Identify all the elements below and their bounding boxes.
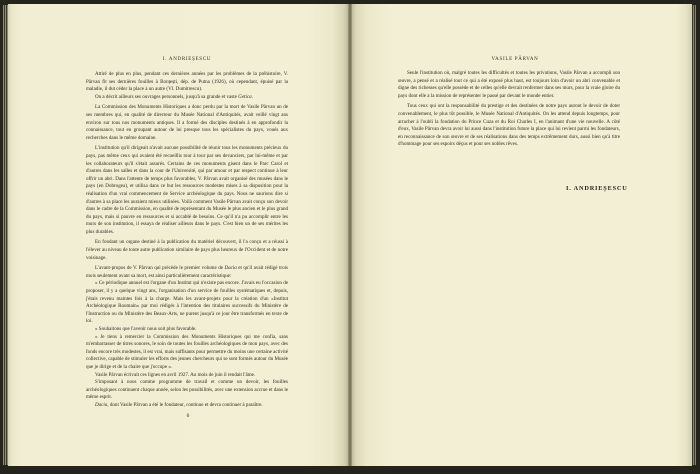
paragraph-text: L'avant-propos de V. Pârvan qui précède le premier volume de bbox=[95, 265, 225, 272]
paragraph-text: Attiré de plus en plus, pendant ces dernières années par les problèmes de la préhistoire, V. Pârvan fit ses dernières fouilles à Bonțești, dép. de Putna (1926), où cependant, épuisé par la maladie, il dut céder la place à un autre (Vl. Dumitrescu). bbox=[86, 71, 288, 93]
right-page-text bbox=[398, 70, 620, 149]
quote-paragraph bbox=[86, 334, 288, 372]
page-number: 6 bbox=[186, 413, 190, 419]
italic-title: Getica bbox=[238, 93, 252, 100]
paragraph-text: . bbox=[251, 93, 253, 100]
author-signature: I. ANDRIEȘESCU bbox=[566, 185, 628, 192]
paragraph-text: Vasile Pârvan écrivait ces lignes en avril 1927. Au mois de juin il rendait l'âme. bbox=[95, 371, 256, 378]
paragraph bbox=[86, 104, 288, 142]
paragraph bbox=[398, 103, 620, 149]
page-edges-right bbox=[692, 5, 696, 465]
paragraph-text: Seule l'institution où, malgré toutes les difficultés et toutes les privations, Vasile Pârvan a accompli son œuvre, a pensé et a réalisé tout ce qui a été exposé plus haut, est toujours loin d'avoir un abri convenable et digne des richesses qu'elle possède et de celles qu'elle devrait renfermer dans ses murs, pour la vraie gloire du pays dont elle a la mission de représenter le passé par devant le monde entier. bbox=[398, 70, 620, 99]
paragraph bbox=[86, 402, 288, 410]
running-head-left: I. ANDRIEȘESCU bbox=[162, 57, 212, 62]
paragraph bbox=[86, 145, 288, 236]
paragraph-text: et qu'il avait rédigé trois mois seulement avant sa mort, est ainsi particulièrement caractéristique: bbox=[86, 265, 288, 279]
paragraph-text: « Souhaitons que l'avenir nous soit plus favorable. bbox=[95, 326, 197, 332]
italic-title: Dacia bbox=[95, 401, 108, 408]
paragraph-text: On a décrit ailleurs ses ouvrages personnels, jusqu'à sa grande et vaste bbox=[95, 93, 239, 100]
paragraph bbox=[86, 379, 288, 402]
paragraph bbox=[398, 70, 620, 100]
paragraph bbox=[86, 94, 288, 102]
quote-paragraph bbox=[86, 326, 288, 334]
left-page-text bbox=[86, 71, 288, 410]
book-gutter bbox=[348, 4, 352, 466]
paragraph bbox=[86, 71, 288, 94]
paragraph-text: En fondant un organe destiné à la publication du matériel découvert, il l'a conçu et a réussi à l'élever au niveau de toute autre publication similaire de pays plus heureux de l'Occident et de notre voisinage. bbox=[86, 239, 288, 261]
paragraph bbox=[86, 239, 288, 262]
paragraph-text: Tous ceux qui ont la responsabilité du prestige et des destinées de notre pays auront le devoir de doter convenablement, le plus tôt possible, le Musée National d'Antiquités. On les attend depuis longtemps, pour arracher à l'oubli la fondation du Prince Cuza et du Roi Charles I, en l'animant d'une vie nouvelle. A côté d'eux, Vasile Pârvan devra avoir lui aussi dans l'institution future la place qui lui revient parmi les fondateurs, en reconnaissance de son œuvre et de ses réalisations dans des temps extrêmement durs, aussi bien qu'à titre d'hommage pour ses espoirs déçus et pour ses nobles rêves. bbox=[398, 103, 620, 148]
paragraph-text: « Je tiens à remercier la Commission des Monuments Historiques qui me confia, sans m'embarrasser de titres sonores, le soin de toutes les fouilles archéologiques de mon pays, avec des fonds encore très modestes, il est vrai, mais suffisants pour permettre du moins une certaine activité collective, capable de stimuler les efforts des jeunes chercheurs qui se sont formés autour du Musée que je dirige et de la chaire que j'occupe ». bbox=[86, 333, 288, 370]
paragraph-text: La Commission des Monuments Historiques a donc perdu par la mort de Vasile Pârvan un de ses membres qui, en qualité de directeur du Musée National d'Antiquités, avait veillé vingt ans environ sur tous nos monuments antiques. Il a formé des disciples destinés à en approfondir la connaissance, tout en groupant autour de lui presque tous les spécialistes du pays, voués aux recherches dans le même domaine. bbox=[86, 104, 288, 141]
paragraph-text: S'imposant à nous comme programme de travail et comme un devoir, les fouilles archéologiques continuent chaque année, selon les possibilités, avec une extension accrue et dans le même esprit. bbox=[86, 379, 288, 401]
running-head-right: VASILE PÂRVAN bbox=[491, 57, 539, 62]
paragraph bbox=[86, 265, 288, 280]
italic-title: Dacia bbox=[224, 265, 237, 272]
paragraph-text: L'institution qu'il dirigeait n'avait aucune possibilité de réunir tous les monuments précieux du pays, pas même ceux qui avaient été recueillis tour à tour par ses devanciers, par lui-même et par les collaborateurs qu'il s'était assurés. Certains de ces monuments gisent dans le Parc Carol et d'autres dans les salles et dans la cour de l'Université, qui par amour et par respect continue à leur offrir un abri. Dans l'attente de temps plus favorables, V. Pârvan avait organisé des musées dans le pays (en Dobrogea), et utilisa dans ce but les ressources modestes mises à sa disposition pour la réalisation d'un vrai commencement de Service archéologique du pays. Nous ne saurions dire si d'autres à sa place les auraient mieux utilisées. Voilà comment Vasile Pârvan avait conçu son devoir dans le cadre de la Commission, en qualité de représentant du Musée le plus ancien et le plus grand du pays, mais si pauvre en ressources et si accablé de besoins. Ce qu'il n'a pu accomplir entre les murs de son institution, il essaya de réaliser ailleurs dans le pays. C'est bien un de ses mérites les plus durables. bbox=[86, 145, 288, 235]
quote-paragraph bbox=[86, 280, 288, 326]
paragraph-text: , dont Vasile Pârvan a été le fondateur, continue et devra continuer à paraître. bbox=[107, 401, 263, 408]
paragraph-text: « Ce périodique annuel est l'organe d'un Institut qui n'existe pas encore. J'avais eu l'occasion de proposer, il y a quelque vingt ans, l'organisation d'un service de fouilles systématiques et, depuis, j'étais revenu maintes fois à la charge. Mais les avant-projets pour la création d'un «Institut Archéologique Roumain» par moi rédigés à l'intention des titulaires successifs du Ministère de l'Instruction ou du Ministère des Beaux-Arts, ne purent jusqu'à ce jour être transformés en texte de loi. bbox=[86, 280, 288, 325]
